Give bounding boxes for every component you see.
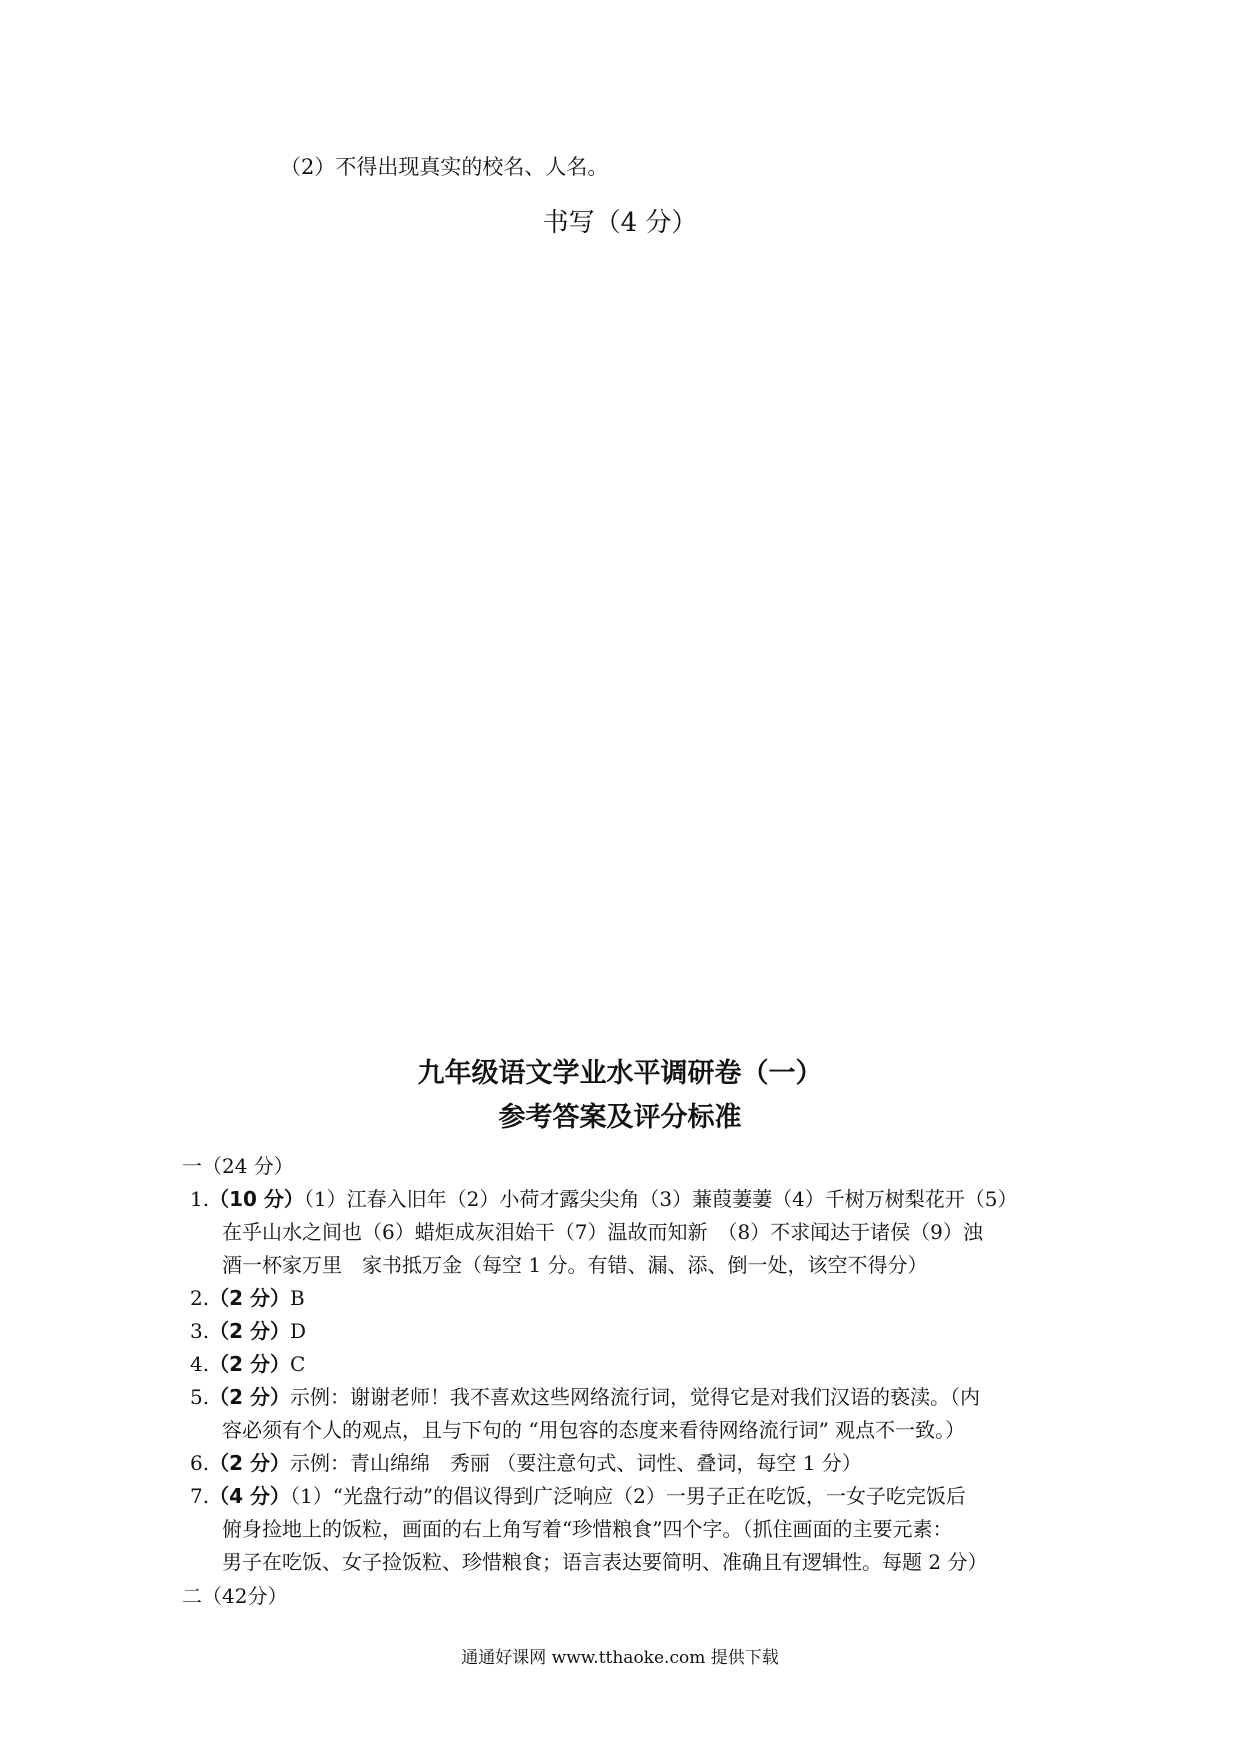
answer-7-line-3: 男子在吃饭、女子捡饭粒、珍惜粮食；语言表达要简明、准确且有逻辑性。每题 2 分） (222, 1550, 988, 1574)
answer-7-line-1 (190, 1480, 966, 1512)
answer-6 (190, 1447, 862, 1479)
answer-score: （2 分） (209, 1319, 290, 1343)
answer-4 (190, 1348, 305, 1380)
answer-2 (190, 1282, 305, 1314)
answer-7-line-2: 俯身捡地上的饭粒，画面的右上角写着“珍惜粮食”四个字。（抓住画面的主要元素： (222, 1517, 953, 1541)
section-one-heading: 一（24 分） (182, 1154, 294, 1178)
answer-score: （2 分） (209, 1385, 290, 1409)
answer-1-line-1 (190, 1183, 1018, 1215)
answer-score: （2 分） (209, 1451, 290, 1475)
answer-5-line-2: 容必须有个人的观点，且与下句的 “用包容的态度来看待网络流行词” 观点不一致。） (222, 1418, 966, 1442)
answer-number: 6. (190, 1451, 210, 1475)
answer-text: （1）江春入旧年（2）小荷才露尖尖角（3）蒹葭萋萋（4）千树万树梨花开（5） (303, 1187, 1018, 1211)
answer-1-line-2: 在乎山水之间也（6）蜡炬成灰泪始干（7）温故而知新 （8）不求闻达于诸侯（9）浊 (222, 1220, 983, 1244)
answer-number: 3. (190, 1319, 210, 1343)
answer-number: 4. (190, 1352, 210, 1376)
answer-score: （4 分） (209, 1484, 290, 1508)
download-footer: 通通好课网 www.tthaoke.com 提供下载 (461, 1648, 779, 1668)
answer-score: （2 分） (209, 1352, 290, 1376)
exam-subtitle: 参考答案及评分标准 (498, 1102, 742, 1133)
answer-score: （10 分） (209, 1187, 304, 1211)
answer-1-line-3: 酒一杯家万里 家书抵万金（每空 1 分。有错、漏、添、倒一处，该空不得分） (222, 1253, 928, 1277)
answer-number: 2. (190, 1286, 210, 1310)
answer-number: 1. (190, 1187, 210, 1211)
answer-5-line-1 (190, 1381, 980, 1413)
section-two-heading: 二（42分） (182, 1584, 288, 1608)
answer-text: （1）“光盘行动”的倡议得到广泛响应（2）一男子正在吃饭，一女子吃完饭后 (289, 1484, 966, 1508)
answer-text: 示例：谢谢老师！我不喜欢这些网络流行词，觉得它是对我们汉语的亵渎。（内 (289, 1385, 980, 1409)
answer-text: C (289, 1352, 306, 1376)
answer-text: B (289, 1286, 305, 1310)
answer-text: 示例：青山绵绵 秀丽 （要注意句式、词性、叠词，每空 1 分） (289, 1451, 862, 1475)
writing-score-heading: 书写（4 分） (542, 208, 698, 238)
answer-number: 7. (190, 1484, 210, 1508)
answer-text: D (289, 1319, 307, 1343)
answer-3 (190, 1315, 306, 1347)
exam-title: 九年级语文学业水平调研卷（一） (417, 1058, 823, 1089)
writing-requirement-note: （2）不得出现真实的校名、人名。 (280, 155, 609, 179)
answer-number: 5. (190, 1385, 210, 1409)
answer-score: （2 分） (209, 1286, 290, 1310)
